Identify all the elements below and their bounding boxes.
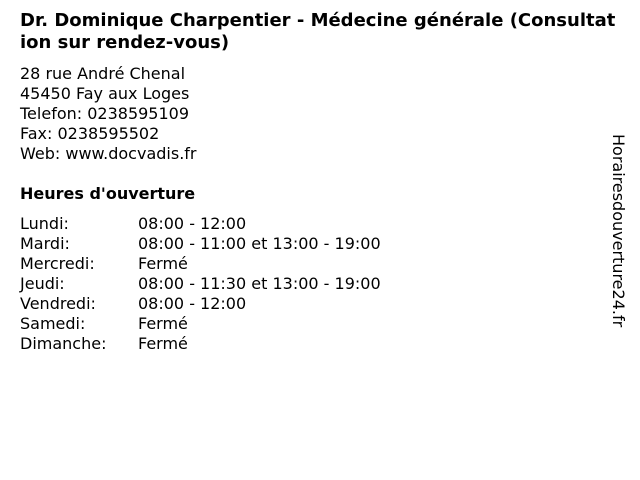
hours-heading: Heures d'ouverture [20,184,196,203]
time-value: Fermé [138,314,188,333]
hours-row-dimanche [20,334,381,354]
city-address: 45450 Fay aux Loges [20,84,190,103]
hours-table [20,214,381,354]
time-value: Fermé [138,334,188,353]
time-value: 08:00 - 12:00 [138,294,247,313]
street-address: 28 rue André Chenal [20,64,186,83]
site-watermark: Horairesdouverture24.fr [609,134,628,328]
hours-row-mardi [20,234,381,254]
time-value: Fermé [138,254,188,273]
day-label: Lundi: [20,214,69,233]
hours-row-samedi [20,314,381,334]
day-label: Mercredi: [20,254,95,273]
hours-row-lundi [20,214,381,234]
hours-row-vendredi [20,294,381,314]
time-value: 08:00 - 11:00 et 13:00 - 19:00 [138,234,381,253]
day-label: Mardi: [20,234,70,253]
day-label: Dimanche: [20,334,107,353]
page-title: Dr. Dominique Charpentier - Médecine générale (Consultation sur rendez-vous) [20,10,616,53]
hours-row-mercredi [20,254,381,274]
day-label: Vendredi: [20,294,96,313]
website: Web: www.docvadis.fr [20,144,197,163]
phone-number: Telefon: 0238595109 [20,104,190,123]
day-label: Jeudi: [20,274,65,293]
time-value: 08:00 - 11:30 et 13:00 - 19:00 [138,274,381,293]
time-value: 08:00 - 12:00 [138,214,247,233]
day-label: Samedi: [20,314,86,333]
fax-number: Fax: 0238595502 [20,124,160,143]
hours-row-jeudi [20,274,381,294]
contact-block [20,64,196,164]
